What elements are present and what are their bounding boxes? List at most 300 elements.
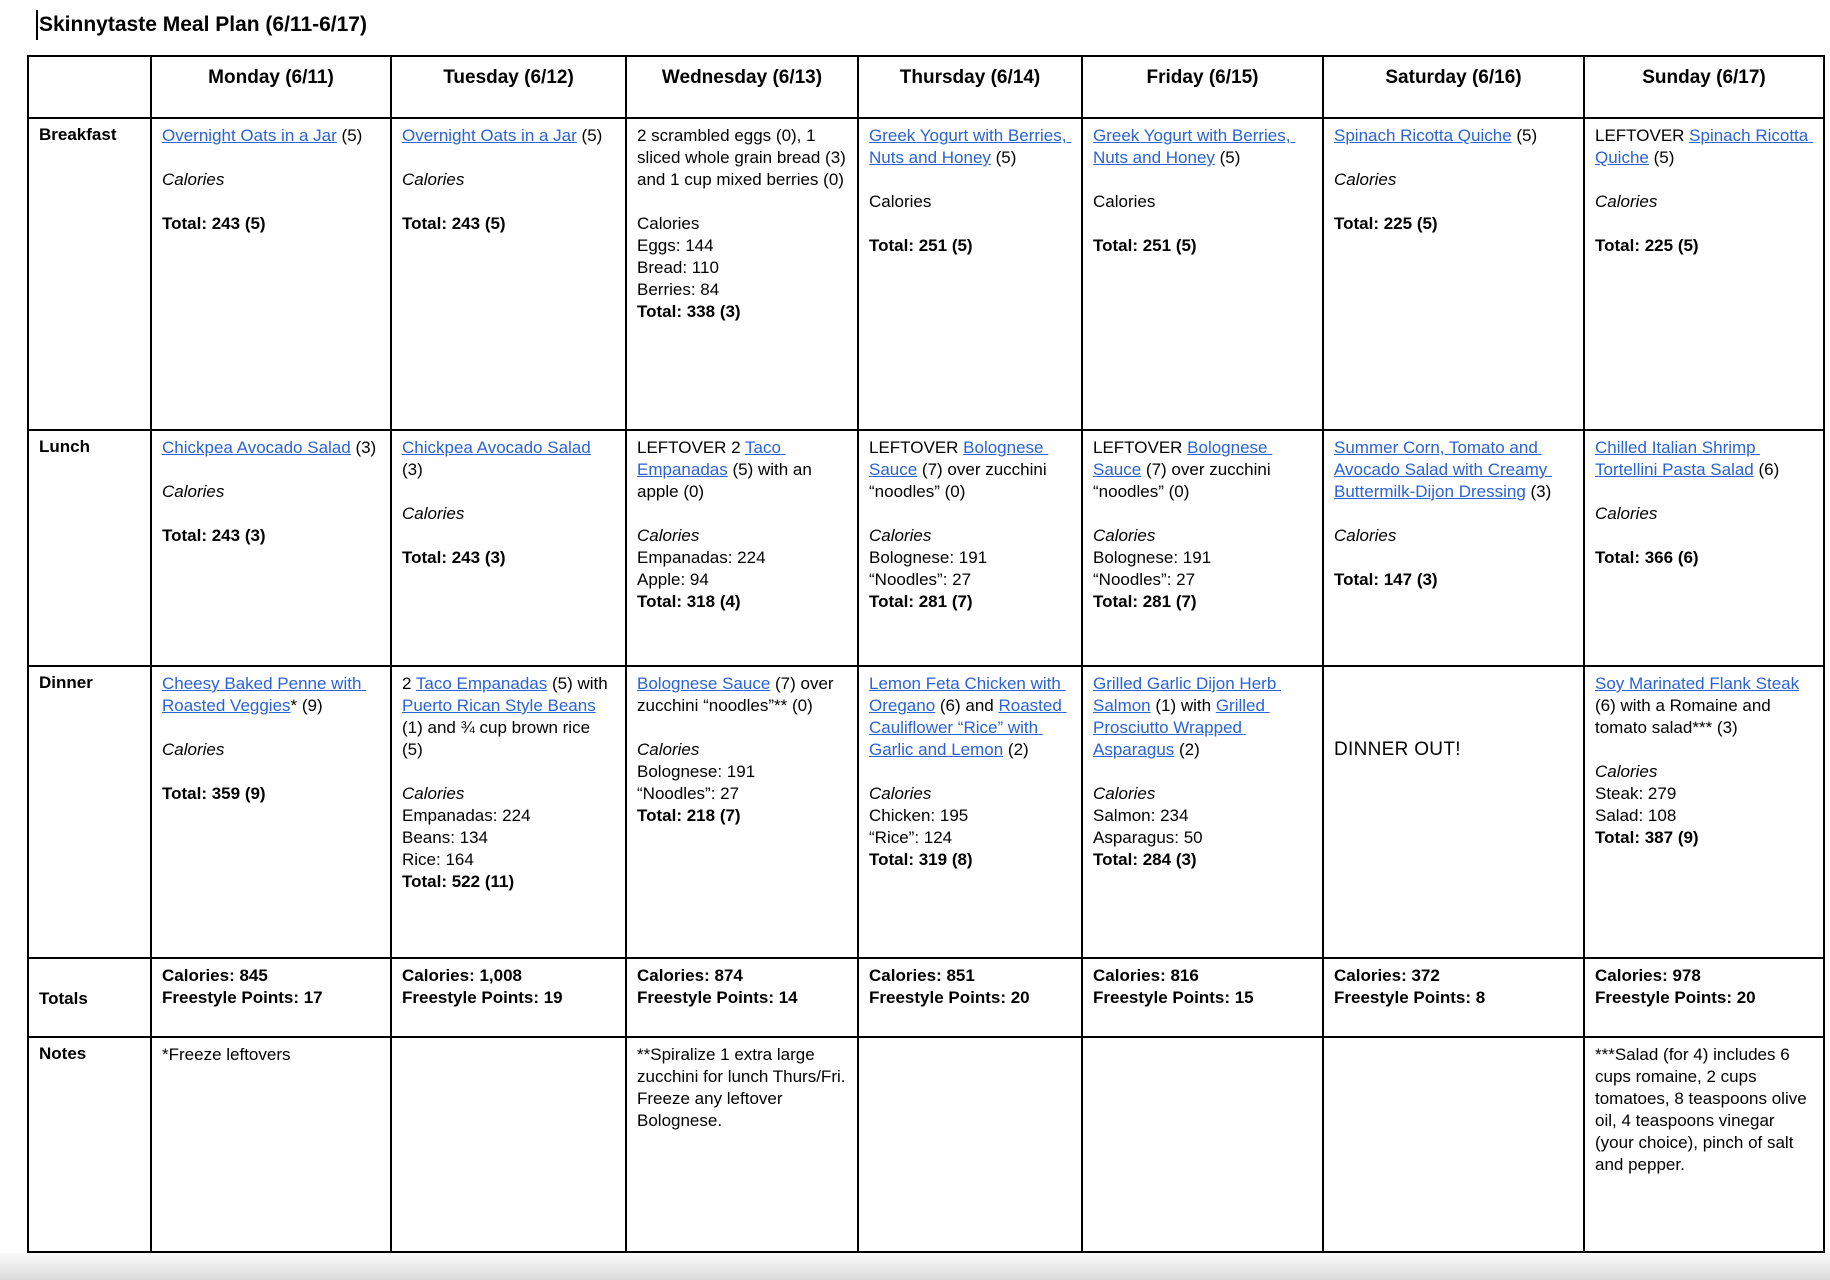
- page-bottom-shadow: [0, 1253, 1830, 1280]
- recipe-link[interactable]: Taco Empanadas: [415, 674, 548, 693]
- text-line: [1595, 191, 1813, 213]
- text-line: [1093, 503, 1312, 525]
- text-run: Calories: [637, 526, 700, 545]
- text-run: (6) and: [935, 696, 999, 715]
- cell-totals-tuesday[interactable]: [391, 958, 626, 1037]
- text-run: Calories: [402, 784, 465, 803]
- text-run: Eggs: 144: [637, 236, 714, 255]
- cell-notes-friday[interactable]: [1082, 1037, 1323, 1252]
- recipe-link[interactable]: Grilled Garlic Dijon Herb Salmon: [1093, 674, 1282, 715]
- text-run: *Freeze leftovers: [162, 1045, 291, 1064]
- text-line: [869, 569, 1071, 591]
- text-line: [637, 783, 847, 805]
- text-line: [1595, 525, 1813, 547]
- text-line: [637, 279, 847, 301]
- text-cursor: [36, 10, 38, 40]
- text-line: [637, 525, 847, 547]
- text-line: [1093, 761, 1312, 783]
- column-header-tuesday: Tuesday (6/12): [391, 56, 626, 118]
- row-label-totals: Totals: [28, 958, 151, 1037]
- text-run: Freestyle Points: 15: [1093, 988, 1254, 1007]
- text-run: Salad: 108: [1595, 806, 1677, 825]
- page-title: Skinnytaste Meal Plan (6/11-6/17): [39, 13, 367, 36]
- text-line: [162, 213, 380, 235]
- text-line: [162, 1044, 380, 1066]
- row-label-dinner: Dinner: [28, 666, 151, 958]
- recipe-link[interactable]: Spinach Ricotta Quiche: [1595, 126, 1813, 167]
- text-line: [637, 673, 847, 717]
- text-line: [1093, 525, 1312, 547]
- recipe-link[interactable]: Chilled Italian Shrimp Tortellini Pasta Salad: [1595, 438, 1761, 479]
- text-run: Freestyle Points: 14: [637, 988, 798, 1007]
- text-run: “Noodles”: 27: [1093, 570, 1196, 589]
- text-line: [637, 717, 847, 739]
- text-line: [402, 191, 615, 213]
- text-line: [1334, 965, 1573, 987]
- text-line: [1334, 213, 1573, 235]
- text-run: Empanadas: 224: [402, 806, 531, 825]
- text-run: Total: 218 (7): [637, 806, 741, 825]
- text-line: [1595, 437, 1813, 481]
- text-line: [869, 849, 1071, 871]
- text-run: LEFTOVER: [1595, 126, 1690, 145]
- text-run: **Spiralize 1 extra large zucchini for lunch Thurs/Fri. Freeze any leftover Bolognese.: [637, 1045, 851, 1130]
- text-line: [402, 761, 615, 783]
- text-line: [869, 827, 1071, 849]
- text-line: [1334, 525, 1573, 547]
- text-line: [637, 437, 847, 503]
- cell-dinner-wednesday[interactable]: [626, 666, 858, 958]
- text-line: [1093, 125, 1312, 169]
- text-run: Calories: [1093, 784, 1156, 803]
- text-run: “Rice”: 124: [869, 828, 953, 847]
- text-run: (1) and ¾ cup brown rice (5): [402, 696, 601, 759]
- corner-cell: [28, 56, 151, 118]
- cell-notes-wednesday[interactable]: [626, 1037, 858, 1252]
- text-run: Apple: 94: [637, 570, 709, 589]
- document-title-row[interactable]: [36, 10, 367, 40]
- text-run: DINNER OUT!: [1334, 739, 1461, 760]
- column-header-monday: Monday (6/11): [151, 56, 391, 118]
- text-run: (5): [1648, 148, 1675, 167]
- recipe-link[interactable]: Grilled Prosciutto Wrapped Asparagus: [1093, 696, 1270, 759]
- text-run: LEFTOVER 2: [637, 438, 746, 457]
- text-run: Calories: [869, 526, 932, 545]
- text-run: Total: 281 (7): [1093, 592, 1197, 611]
- text-line: [637, 503, 847, 525]
- column-header-sunday: Sunday (6/17): [1584, 56, 1824, 118]
- text-run: Calories: 1,008: [402, 966, 523, 985]
- text-run: (6): [1753, 460, 1780, 479]
- text-run: Total: 243 (3): [402, 548, 506, 567]
- text-line: [869, 503, 1071, 525]
- text-run: Bolognese: 191: [637, 762, 756, 781]
- text-run: (5) with: [547, 674, 613, 693]
- text-run: Calories: [1093, 192, 1156, 211]
- cell-breakfast-thursday[interactable]: [858, 118, 1082, 430]
- column-header-wednesday: Wednesday (6/13): [626, 56, 858, 118]
- text-line: [1093, 213, 1312, 235]
- recipe-link[interactable]: Bolognese Sauce: [1093, 438, 1273, 479]
- table-body: [28, 118, 1824, 1252]
- text-run: Calories: [402, 170, 465, 189]
- text-run: Steak: 279: [1595, 784, 1677, 803]
- recipe-link[interactable]: Taco Empanadas: [637, 438, 786, 479]
- text-line: [869, 547, 1071, 569]
- text-line: [162, 191, 380, 213]
- text-line: [1595, 503, 1813, 525]
- text-line: [1093, 673, 1312, 761]
- text-line: [162, 169, 380, 191]
- text-line: [1093, 591, 1312, 613]
- cell-dinner-thursday[interactable]: [858, 666, 1082, 958]
- text-line: [637, 739, 847, 761]
- text-line: [1093, 169, 1312, 191]
- cell-dinner-saturday[interactable]: [1323, 666, 1584, 958]
- cell-totals-friday[interactable]: [1082, 958, 1323, 1037]
- text-run: Calories: 874: [637, 966, 743, 985]
- text-run: (3): [1525, 482, 1552, 501]
- text-run: Total: 338 (3): [637, 302, 741, 321]
- text-line: [1334, 147, 1573, 169]
- text-line: [1334, 739, 1573, 761]
- text-run: (7) over zucchini “noodles” (0): [869, 460, 1052, 501]
- text-line: [402, 547, 615, 569]
- text-line: [402, 871, 615, 893]
- recipe-link[interactable]: Bolognese Sauce: [637, 674, 771, 693]
- cell-lunch-thursday[interactable]: [858, 430, 1082, 666]
- text-line: [162, 147, 380, 169]
- text-run: 2: [402, 674, 416, 693]
- text-run: Total: 243 (5): [162, 214, 266, 233]
- text-line: [1334, 191, 1573, 213]
- text-run: Total: 225 (5): [1334, 214, 1438, 233]
- text-line: [637, 191, 847, 213]
- text-run: (5): [1511, 126, 1538, 145]
- row-label-breakfast: Breakfast: [28, 118, 151, 430]
- text-run: (5): [1214, 148, 1241, 167]
- text-line: [1595, 739, 1813, 761]
- text-line: [1093, 849, 1312, 871]
- text-line: [162, 525, 380, 547]
- text-line: [162, 437, 380, 459]
- text-line: [869, 235, 1071, 257]
- text-run: (3): [350, 438, 377, 457]
- cell-lunch-wednesday[interactable]: [626, 430, 858, 666]
- text-line: [1093, 569, 1312, 591]
- text-run: Calories: 845: [162, 966, 268, 985]
- recipe-link[interactable]: Roasted Cauliflower “Rice” with Garlic and Lemon: [869, 696, 1067, 759]
- text-line: [402, 437, 615, 481]
- text-line: [1595, 213, 1813, 235]
- text-run: (5): [336, 126, 363, 145]
- text-line: [637, 213, 847, 235]
- text-run: (2): [1003, 740, 1029, 759]
- text-line: [402, 503, 615, 525]
- text-line: [1334, 125, 1573, 147]
- text-run: (5): [990, 148, 1017, 167]
- recipe-link[interactable]: Bolognese Sauce: [869, 438, 1049, 479]
- cell-breakfast-friday[interactable]: [1082, 118, 1323, 430]
- cell-notes-thursday[interactable]: [858, 1037, 1082, 1252]
- text-line: [637, 591, 847, 613]
- text-line: [402, 525, 615, 547]
- text-line: [1595, 987, 1813, 1009]
- text-run: Total: 243 (5): [402, 214, 506, 233]
- text-line: [637, 569, 847, 591]
- text-run: (6) with a Romaine and tomato salad*** (3): [1595, 674, 1804, 737]
- text-line: [869, 125, 1071, 169]
- recipe-link[interactable]: Cheesy Baked Penne with Roasted Veggies: [162, 674, 367, 715]
- text-run: Freestyle Points: 20: [1595, 988, 1756, 1007]
- text-run: Total: 284 (3): [1093, 850, 1197, 869]
- recipe-link[interactable]: Puerto Rican Style Beans: [402, 696, 596, 715]
- text-run: Calories: [162, 482, 225, 501]
- text-line: [1093, 547, 1312, 569]
- text-run: Calories: 816: [1093, 966, 1199, 985]
- text-line: [162, 965, 380, 987]
- text-run: Calories: 851: [869, 966, 975, 985]
- recipe-link[interactable]: Summer Corn, Tomato and Avocado Salad with Creamy Buttermilk-Dijon Dressing: [1334, 438, 1552, 501]
- text-line: [1334, 503, 1573, 525]
- column-header-saturday: Saturday (6/16): [1323, 56, 1584, 118]
- text-line: [637, 987, 847, 1009]
- cell-breakfast-saturday[interactable]: [1323, 118, 1584, 430]
- cell-breakfast-tuesday[interactable]: [391, 118, 626, 430]
- text-run: Total: 225 (5): [1595, 236, 1699, 255]
- text-run: Calories: 978: [1595, 966, 1701, 985]
- text-run: Salmon: 234: [1093, 806, 1189, 825]
- text-run: Calories: [869, 192, 932, 211]
- cell-totals-monday[interactable]: [151, 958, 391, 1037]
- text-line: [1334, 717, 1573, 739]
- cell-breakfast-sunday[interactable]: [1584, 118, 1824, 430]
- text-line: [402, 147, 615, 169]
- column-header-friday: Friday (6/15): [1082, 56, 1323, 118]
- text-line: [637, 125, 851, 191]
- text-run: Calories: [637, 214, 700, 233]
- text-run: Asparagus: 50: [1093, 828, 1203, 847]
- text-run: * (9): [290, 696, 323, 715]
- cell-totals-thursday[interactable]: [858, 958, 1082, 1037]
- text-line: [402, 849, 615, 871]
- text-run: Freestyle Points: 8: [1334, 988, 1486, 1007]
- text-line: [1334, 673, 1573, 695]
- text-run: Total: 359 (9): [162, 784, 266, 803]
- text-run: Freestyle Points: 17: [162, 988, 323, 1007]
- cell-lunch-monday[interactable]: [151, 430, 391, 666]
- cell-lunch-saturday[interactable]: [1323, 430, 1584, 666]
- text-line: [162, 459, 380, 481]
- cell-dinner-friday[interactable]: [1082, 666, 1323, 958]
- text-line: [162, 125, 380, 147]
- text-run: Beans: 134: [402, 828, 489, 847]
- row-label-notes: Notes: [28, 1037, 151, 1252]
- text-line: [162, 673, 380, 717]
- text-line: [637, 235, 847, 257]
- text-line: [162, 783, 380, 805]
- text-line: [162, 503, 380, 525]
- text-line: [402, 125, 615, 147]
- text-line: [402, 673, 615, 761]
- text-run: Total: 366 (6): [1595, 548, 1699, 567]
- text-run: Calories: 372: [1334, 966, 1440, 985]
- text-run: Calories: [402, 504, 465, 523]
- table-header: [28, 56, 1824, 118]
- cell-notes-saturday[interactable]: [1323, 1037, 1584, 1252]
- recipe-link[interactable]: Overnight Oats in a Jar: [402, 126, 577, 145]
- text-line: [637, 805, 847, 827]
- text-run: (5) with an apple (0): [637, 460, 817, 501]
- cell-dinner-sunday[interactable]: [1584, 666, 1824, 958]
- text-line: [637, 547, 847, 569]
- recipe-link[interactable]: Overnight Oats in a Jar: [162, 126, 337, 145]
- text-run: 2 scrambled eggs (0), 1 sliced whole grain bread (3) and 1 cup mixed berries (0): [637, 126, 851, 189]
- text-run: “Noodles”: 27: [869, 570, 972, 589]
- text-line: [1595, 673, 1813, 739]
- text-line: [1334, 437, 1573, 503]
- text-run: (3): [402, 438, 596, 479]
- text-run: Total: 522 (11): [402, 872, 515, 891]
- text-line: [162, 717, 380, 739]
- text-line: [162, 761, 380, 783]
- text-line: [1093, 235, 1312, 257]
- text-line: [402, 169, 615, 191]
- text-line: [637, 301, 847, 323]
- text-line: [637, 761, 847, 783]
- text-run: Calories: [162, 740, 225, 759]
- text-line: [1093, 805, 1312, 827]
- text-line: [1595, 965, 1813, 987]
- text-run: Calories: [1595, 762, 1658, 781]
- cell-notes-sunday[interactable]: [1584, 1037, 1824, 1252]
- text-line: [162, 481, 380, 503]
- text-line: [1334, 547, 1573, 569]
- recipe-link[interactable]: Lemon Feta Chicken with Oregano: [869, 674, 1066, 715]
- text-run: Total: 319 (8): [869, 850, 973, 869]
- cell-lunch-sunday[interactable]: [1584, 430, 1824, 666]
- text-run: LEFTOVER: [869, 438, 964, 457]
- cell-totals-wednesday[interactable]: [626, 958, 858, 1037]
- text-run: Total: 281 (7): [869, 592, 973, 611]
- text-line: [1595, 547, 1813, 569]
- text-line: [869, 437, 1071, 503]
- text-run: “Noodles”: 27: [637, 784, 740, 803]
- text-line: [869, 783, 1071, 805]
- text-line: [869, 191, 1071, 213]
- text-line: [1595, 805, 1813, 827]
- recipe-link[interactable]: Soy Marinated Flank Steak: [1595, 674, 1800, 693]
- cell-breakfast-monday[interactable]: [151, 118, 391, 430]
- text-run: Calories: [869, 784, 932, 803]
- text-line: [1093, 827, 1312, 849]
- text-run: ***Salad (for 4) includes 6 cups romaine, 2 cups tomatoes, 8 teaspoons olive oil, 4 teaspoons vinegar (your choice), pinch of salt and pepper.: [1595, 1045, 1812, 1174]
- text-line: [869, 525, 1071, 547]
- cell-lunch-friday[interactable]: [1082, 430, 1323, 666]
- text-line: [1595, 169, 1813, 191]
- text-run: (7) over zucchini “noodles” (0): [1093, 460, 1276, 501]
- text-line: [869, 965, 1071, 987]
- text-line: [869, 591, 1071, 613]
- text-line: [1093, 987, 1312, 1009]
- text-line: [1093, 437, 1312, 503]
- text-line: [1595, 827, 1813, 849]
- text-line: [1334, 569, 1573, 591]
- text-run: Calories: [1595, 192, 1658, 211]
- text-run: Bread: 110: [637, 258, 719, 277]
- text-run: (2): [1174, 740, 1200, 759]
- cell-notes-tuesday[interactable]: [391, 1037, 626, 1252]
- text-run: (5): [576, 126, 603, 145]
- text-run: Total: 251 (5): [1093, 236, 1197, 255]
- cell-totals-saturday[interactable]: [1323, 958, 1584, 1037]
- column-header-thursday: Thursday (6/14): [858, 56, 1082, 118]
- text-run: Calories: [1334, 170, 1397, 189]
- text-line: [637, 1044, 851, 1132]
- text-line: [1595, 761, 1813, 783]
- text-line: [869, 805, 1071, 827]
- text-line: [1595, 783, 1813, 805]
- cell-totals-sunday[interactable]: [1584, 958, 1824, 1037]
- text-run: Freestyle Points: 20: [869, 988, 1030, 1007]
- text-line: [869, 761, 1071, 783]
- text-run: Total: 318 (4): [637, 592, 741, 611]
- text-run: Total: 147 (3): [1334, 570, 1438, 589]
- recipe-link[interactable]: Greek Yogurt with Berries, Nuts and Honey: [869, 126, 1072, 167]
- text-run: (1) with: [1150, 696, 1216, 715]
- cell-notes-monday[interactable]: [151, 1037, 391, 1252]
- cell-breakfast-wednesday[interactable]: [626, 118, 858, 430]
- text-line: [637, 257, 847, 279]
- text-line: [402, 213, 615, 235]
- text-line: [1595, 125, 1813, 169]
- text-line: [402, 827, 615, 849]
- text-line: [162, 739, 380, 761]
- text-run: Chicken: 195: [869, 806, 969, 825]
- text-line: [1595, 481, 1813, 503]
- recipe-link[interactable]: Greek Yogurt with Berries, Nuts and Honey: [1093, 126, 1296, 167]
- text-run: Empanadas: 224: [637, 548, 766, 567]
- text-run: Calories: [637, 740, 700, 759]
- cell-dinner-tuesday[interactable]: [391, 666, 626, 958]
- text-line: [1093, 965, 1312, 987]
- text-run: Rice: 164: [402, 850, 474, 869]
- row-label-lunch: Lunch: [28, 430, 151, 666]
- text-line: [1093, 191, 1312, 213]
- text-line: [402, 987, 615, 1009]
- text-line: [869, 169, 1071, 191]
- text-line: [637, 965, 847, 987]
- text-run: Berries: 84: [637, 280, 720, 299]
- text-line: [1595, 235, 1813, 257]
- text-run: Freestyle Points: 19: [402, 988, 563, 1007]
- recipe-link[interactable]: Chickpea Avocado Salad: [162, 438, 351, 457]
- cell-dinner-monday[interactable]: [151, 666, 391, 958]
- text-line: [402, 805, 615, 827]
- text-run: Calories: [1334, 526, 1397, 545]
- recipe-link[interactable]: Chickpea Avocado Salad: [402, 438, 591, 457]
- text-line: [869, 213, 1071, 235]
- cell-lunch-tuesday[interactable]: [391, 430, 626, 666]
- text-run: Bolognese: 191: [869, 548, 988, 567]
- text-line: [402, 481, 615, 503]
- text-run: Total: 251 (5): [869, 236, 973, 255]
- meal-plan-table: [27, 55, 1825, 1253]
- recipe-link[interactable]: Spinach Ricotta Quiche: [1334, 126, 1512, 145]
- text-run: LEFTOVER: [1093, 438, 1188, 457]
- text-line: [869, 673, 1071, 761]
- text-line: [402, 965, 615, 987]
